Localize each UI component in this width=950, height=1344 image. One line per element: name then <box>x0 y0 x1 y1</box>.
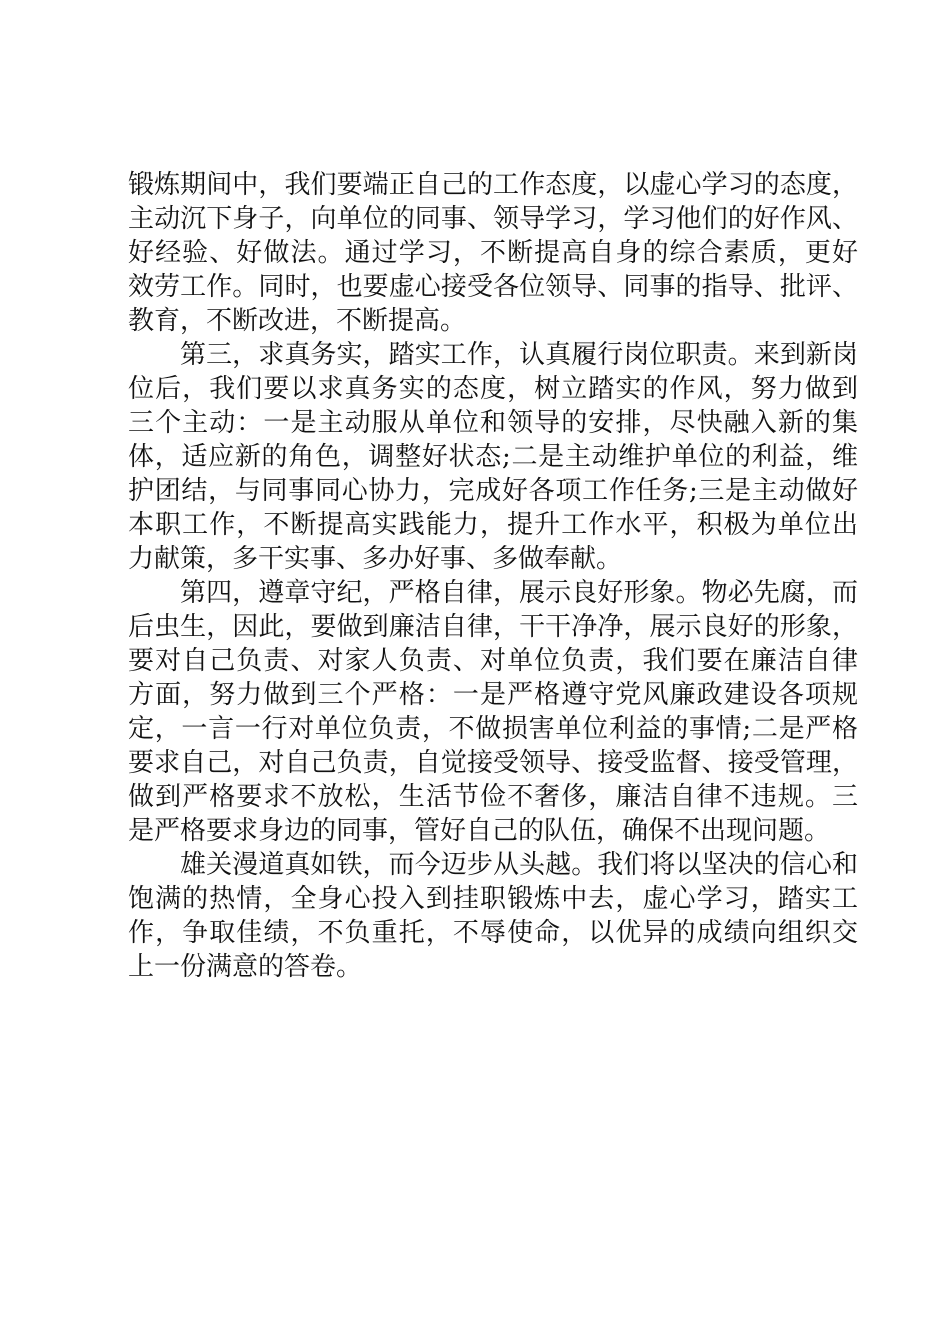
text-line: 好经验、好做法。通过学习，不断提高自身的综合素质，更好 <box>128 238 858 268</box>
text-line: 教育，不断改进，不断提高。 <box>128 306 467 336</box>
text-line: 饱满的热情，全身心投入到挂职锻炼中去，虚心学习，踏实工 <box>128 884 858 914</box>
body-text <box>128 168 858 984</box>
text-line: 要对自己负责、对家人负责、对单位负责，我们要在廉洁自律 <box>128 646 858 676</box>
text-line: 上一份满意的答卷。 <box>128 952 363 982</box>
paragraph-start-line: 第三，求真务实，踏实工作，认真履行岗位职责。来到新岗 <box>180 340 858 370</box>
text-line: 位后，我们要以求真务实的态度，树立踏实的作风，努力做到 <box>128 374 858 404</box>
text-line: 方面，努力做到三个严格：一是严格遵守党风廉政建设各项规 <box>128 680 858 710</box>
text-line: 要求自己，对自己负责，自觉接受领导、接受监督、接受管理， <box>128 748 858 778</box>
text-line: 定，一言一行对单位负责，不做损害单位利益的事情;二是严格 <box>128 714 858 744</box>
text-line: 锻炼期间中，我们要端正自己的工作态度，以虚心学习的态度， <box>128 170 858 200</box>
text-line: 作，争取佳绩，不负重托，不辱使命，以优异的成绩向组织交 <box>128 918 858 948</box>
paragraph-start-line: 雄关漫道真如铁，而今迈步从头越。我们将以坚决的信心和 <box>180 850 858 880</box>
text-line: 三个主动：一是主动服从单位和领导的安排，尽快融入新的集 <box>128 408 858 438</box>
text-line: 是严格要求身边的同事，管好自己的队伍，确保不出现问题。 <box>128 816 831 846</box>
paragraph-start-line: 第四，遵章守纪，严格自律，展示良好形象。物必先腐，而 <box>180 578 858 608</box>
text-line: 体，适应新的角色，调整好状态;二是主动维护单位的利益，维 <box>128 442 858 472</box>
text-line: 本职工作，不断提高实践能力，提升工作水平，积极为单位出 <box>128 510 858 540</box>
text-line: 主动沉下身子，向单位的同事、领导学习，学习他们的好作风、 <box>128 204 858 234</box>
text-line: 后虫生，因此，要做到廉洁自律，干干净净，展示良好的形象， <box>128 612 858 642</box>
text-line: 护团结，与同事同心协力，完成好各项工作任务;三是主动做好 <box>128 476 858 506</box>
text-line: 效劳工作。同时，也要虚心接受各位领导、同事的指导、批评、 <box>128 272 858 302</box>
text-line: 做到严格要求不放松，生活节俭不奢侈，廉洁自律不违规。三 <box>128 782 858 812</box>
text-line: 力献策，多干实事、多办好事、多做奉献。 <box>128 544 623 574</box>
